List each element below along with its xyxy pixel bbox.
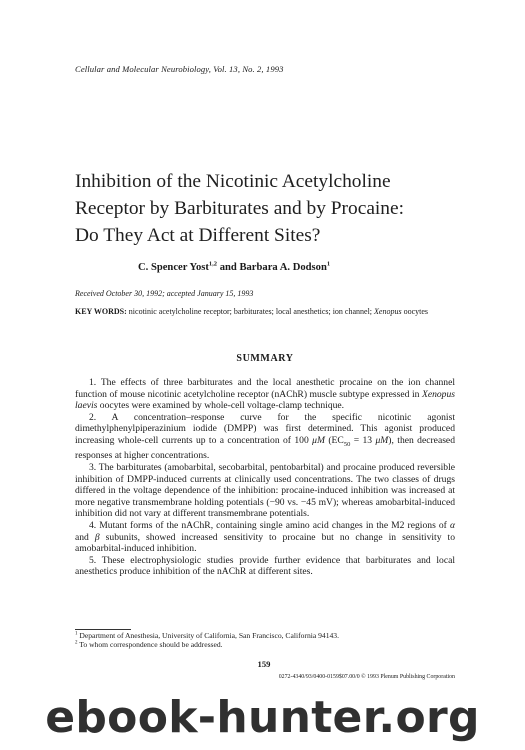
key-words-tail: oocytes xyxy=(401,307,429,316)
footnote-2-marker: 2 xyxy=(75,640,78,646)
author-list xyxy=(138,262,438,273)
summary-p4-alpha: α xyxy=(449,520,455,532)
summary-paragraph-1 xyxy=(75,377,455,412)
key-words-text: nicotinic acetylcholine receptor; barbiturates; local anesthetics; ion channel; xyxy=(126,307,375,316)
summary-p1-text: 1. The effects of three barbiturates and the local anesthetic procaine on the ion channel function of mouse nicotinic acetylcholine receptor (nAChR) muscle subtype expressed in xyxy=(75,377,455,400)
title-line-2: Receptor by Barbiturates and by Procaine: xyxy=(75,198,404,219)
key-words-italic: Xenopus xyxy=(374,307,402,316)
author-dodson: Barbara A. Dodson xyxy=(239,262,327,273)
footnote-1-marker: 1 xyxy=(75,631,78,637)
summary-p2-equals: = 13 xyxy=(350,434,376,446)
summary-p2-unit: μM xyxy=(312,434,325,446)
footnote-2 xyxy=(75,640,475,649)
title-line-3: Do They Act at Different Sites? xyxy=(75,225,321,246)
article-title xyxy=(75,168,495,249)
author-yost: C. Spencer Yost xyxy=(138,262,209,273)
summary-p2-text: 2. A concentration–response curve for the specific nicotinic agonist dimethylphenylpiperazinium iodide (DMPP) was first determined. This agonist produced increasing whole-cell currents up to a concentration of 100 xyxy=(75,411,455,446)
issn-copyright-line: 0272-4340/93/0400-0159$07.00/0 © 1993 Plenum Publishing Corporation xyxy=(278,674,455,680)
footnote-divider xyxy=(75,629,131,630)
summary-paragraph-2 xyxy=(75,412,455,462)
summary-p4-and: and xyxy=(75,531,95,543)
title-line-1: Inhibition of the Nicotinic Acetylcholine xyxy=(75,171,391,192)
summary-heading: SUMMARY xyxy=(236,353,294,364)
summary-paragraph-4 xyxy=(75,520,455,555)
author-conjunction: and xyxy=(217,262,240,273)
site-watermark: ebook-hunter.org xyxy=(45,692,480,743)
journal-citation: Cellular and Molecular Neurobiology, Vol. 13, No. 2, 1993 xyxy=(75,64,284,74)
key-words-label: KEY WORDS: xyxy=(75,307,127,316)
footnote-2-text: To whom correspondence should be addressed. xyxy=(77,640,223,650)
page-number: 159 xyxy=(257,659,271,669)
summary-p4-text-end: subunits, showed increased sensitivity to procaine but no change in sensitivity to amobarbital-induced inhibition. xyxy=(75,531,455,555)
footnotes xyxy=(75,631,475,650)
summary-p1-text-end: oocytes were examined by whole-cell voltage-clamp technique. xyxy=(97,400,345,412)
received-dates: Received October 30, 1992; accepted January 15, 1993 xyxy=(75,289,254,298)
footnote-1-text: Department of Anesthesia, University of California, San Francisco, California 94143. xyxy=(77,631,340,640)
key-words xyxy=(75,307,455,317)
summary-p2-text-end: ), then decreased responses at higher concentrations. xyxy=(75,434,455,462)
footnote-1 xyxy=(75,631,475,640)
summary-p4-beta: β xyxy=(94,531,100,543)
summary-paragraph-5: 5. These electrophysiologic studies provide further evidence that barbiturates and local anesthetics produce inhibition of the nAChR at different sites. xyxy=(75,554,455,578)
author-dodson-affiliation: 1 xyxy=(326,260,331,268)
summary-p4-text: 4. Mutant forms of the nAChR, containing single amino acid changes in the M2 regions of xyxy=(89,520,450,532)
summary-body xyxy=(75,377,455,578)
summary-p2-ec-subscript: 50 xyxy=(343,440,351,448)
summary-paragraph-3: 3. The barbiturates (amobarbital, secobarbital, pentobarbital) and procaine produced reversible inhibition of DMPP-induced currents at clinically used concentrations. The two classes of drugs differed in the voltage dependence of the inhibition: procaine-induced inhibition was increased at more negative transmembrane holding potentials (−90 vs. −45 mV); whereas amobarbital-induced inhibition did not vary at different transmembrane potentials. xyxy=(75,462,455,520)
author-yost-affiliation: 1,2 xyxy=(208,260,218,268)
summary-p1-species: Xenopus laevis xyxy=(75,388,455,412)
summary-p2-ec: (EC xyxy=(324,434,344,446)
summary-p2-unit-2: μM xyxy=(375,434,389,446)
